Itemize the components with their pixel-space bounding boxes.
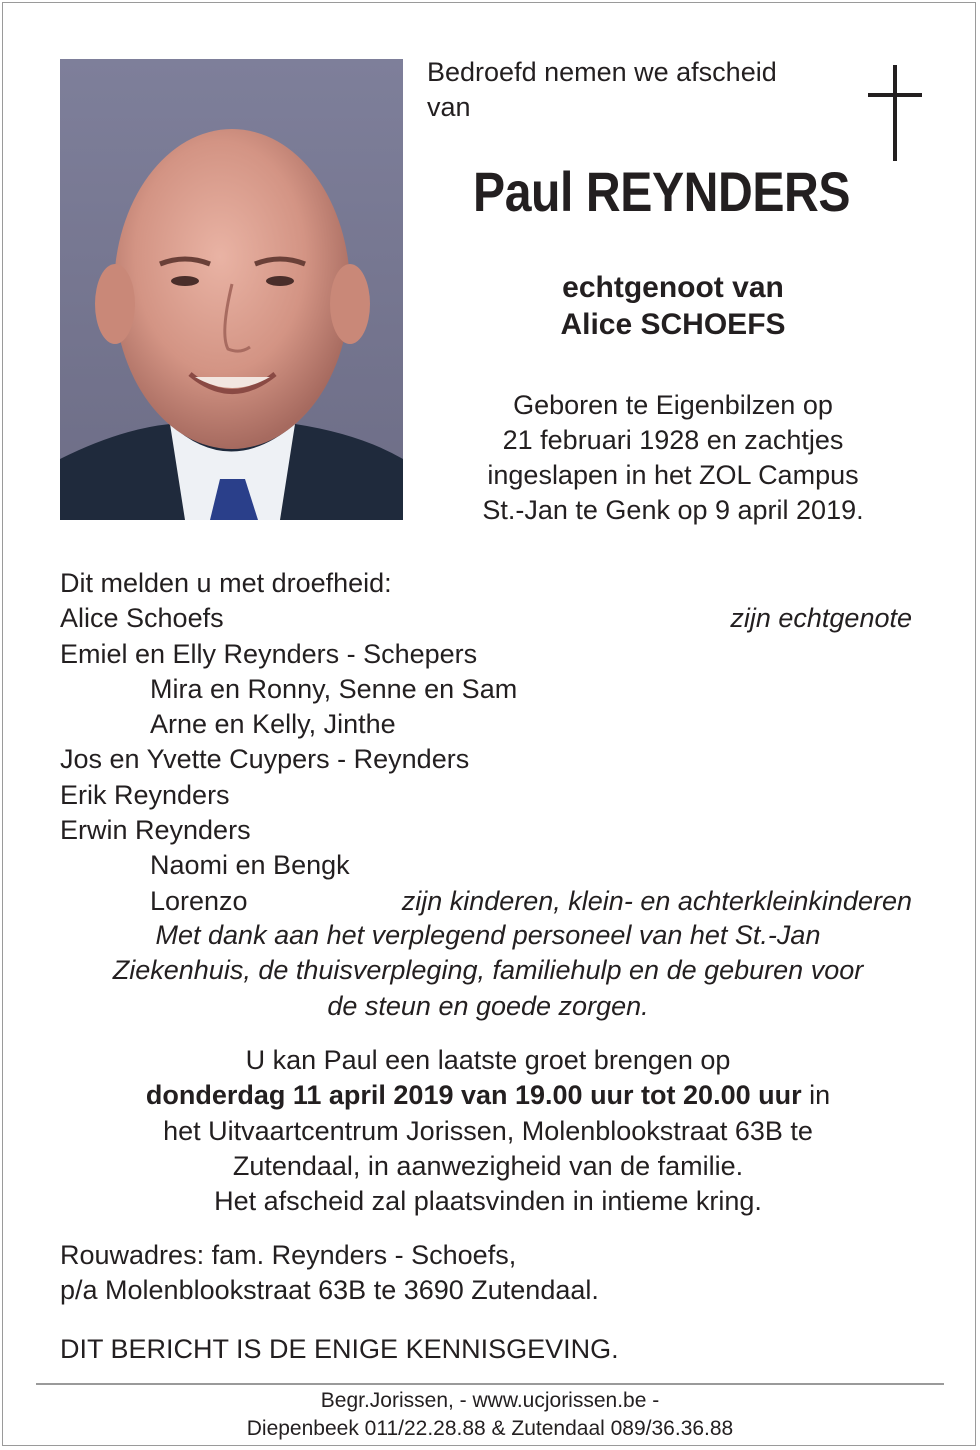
relation-note: zijn echtgenote [730, 603, 912, 634]
spouse-label: echtgenoot van [562, 271, 784, 304]
family-row [60, 707, 920, 742]
spouse-name: Alice SCHOEFS [560, 308, 786, 341]
cross-icon [865, 65, 925, 161]
family-member: Arne en Kelly, Jinthe [150, 709, 396, 740]
family-row [60, 848, 920, 883]
family-member: Lorenzo [150, 885, 248, 916]
family-row [60, 778, 920, 813]
deceased-name: Paul REYNDERS [473, 160, 851, 223]
birth-line: 21 februari 1928 en zachtjes [502, 425, 844, 455]
family-row [60, 637, 920, 672]
notice-text: DIT BERICHT IS DE ENIGE KENNISGEVING. [60, 1334, 619, 1364]
footer-divider [36, 1383, 944, 1385]
portrait-photo [60, 59, 403, 520]
intro-line: Bedroefd nemen we afscheid [427, 57, 777, 87]
intro-line: van [427, 92, 471, 122]
intro-text [427, 55, 777, 125]
family-member: Alice Schoefs [60, 603, 224, 634]
visitation-line: U kan Paul een laatste groet brengen op [245, 1045, 731, 1075]
family-row [60, 601, 920, 636]
birth-line: ingeslapen in het ZOL Campus [487, 460, 859, 490]
portrait-illustration [60, 59, 403, 520]
mourning-address [60, 1238, 599, 1309]
visitation-datetime: donderdag 11 april 2019 van 19.00 uur tot 20.00 uur [145, 1080, 802, 1111]
family-member: Naomi en Bengk [150, 850, 350, 881]
family-row [60, 742, 920, 777]
relation-note: zijn kinderen, klein- en achterkleinkinderen [401, 885, 912, 916]
thanks-line: Met dank aan het verplegend personeel van het St.-Jan [155, 920, 821, 950]
family-heading: Dit melden u met droefheid: [60, 568, 392, 598]
family-member: Erik Reynders [60, 779, 230, 810]
thanks-line: Ziekenhuis, de thuisverpleging, familiehulp en de geburen voor [112, 955, 864, 986]
family-row [60, 813, 920, 848]
family-row [60, 672, 920, 707]
address-line: Rouwadres: fam. Reynders - Schoefs, [60, 1240, 517, 1270]
birth-line: Geboren te Eigenbilzen op [513, 390, 833, 420]
footer [3, 1387, 977, 1443]
thanks-line: de steun en goede zorgen. [327, 990, 649, 1021]
obituary-card [2, 2, 976, 1446]
family-member: Mira en Ronny, Senne en Sam [150, 673, 518, 704]
visitation-line: Zutendaal, in aanwezigheid van de familie. [232, 1150, 744, 1181]
visitation-line [43, 1078, 933, 1113]
birth-details [433, 388, 913, 528]
family-list [60, 566, 920, 919]
family-member: Jos en Yvette Cuypers - Reynders [60, 744, 470, 775]
visitation-details [43, 1043, 933, 1219]
visitation-line: het Uitvaartcentrum Jorissen, Molenblookstraat 63B te [163, 1115, 813, 1146]
family-member: Emiel en Elly Reynders - Schepers [60, 638, 478, 669]
footer-line: Begr.Jorissen, - www.ucjorissen.be - [320, 1389, 660, 1412]
spouse-block [433, 269, 913, 343]
visitation-connector: in [801, 1080, 831, 1111]
birth-line: St.-Jan te Genk op 9 april 2019. [482, 495, 864, 525]
footer-line: Diepenbeek 011/22.28.88 & Zutendaal 089/36.36.88 [246, 1417, 734, 1440]
visitation-line: Het afscheid zal plaatsvinden in intieme kring. [214, 1186, 762, 1217]
family-row [60, 884, 920, 919]
thanks-text [43, 918, 933, 1024]
address-line: p/a Molenblookstraat 63B te 3690 Zutendaal. [60, 1275, 599, 1306]
family-member: Erwin Reynders [60, 815, 251, 846]
